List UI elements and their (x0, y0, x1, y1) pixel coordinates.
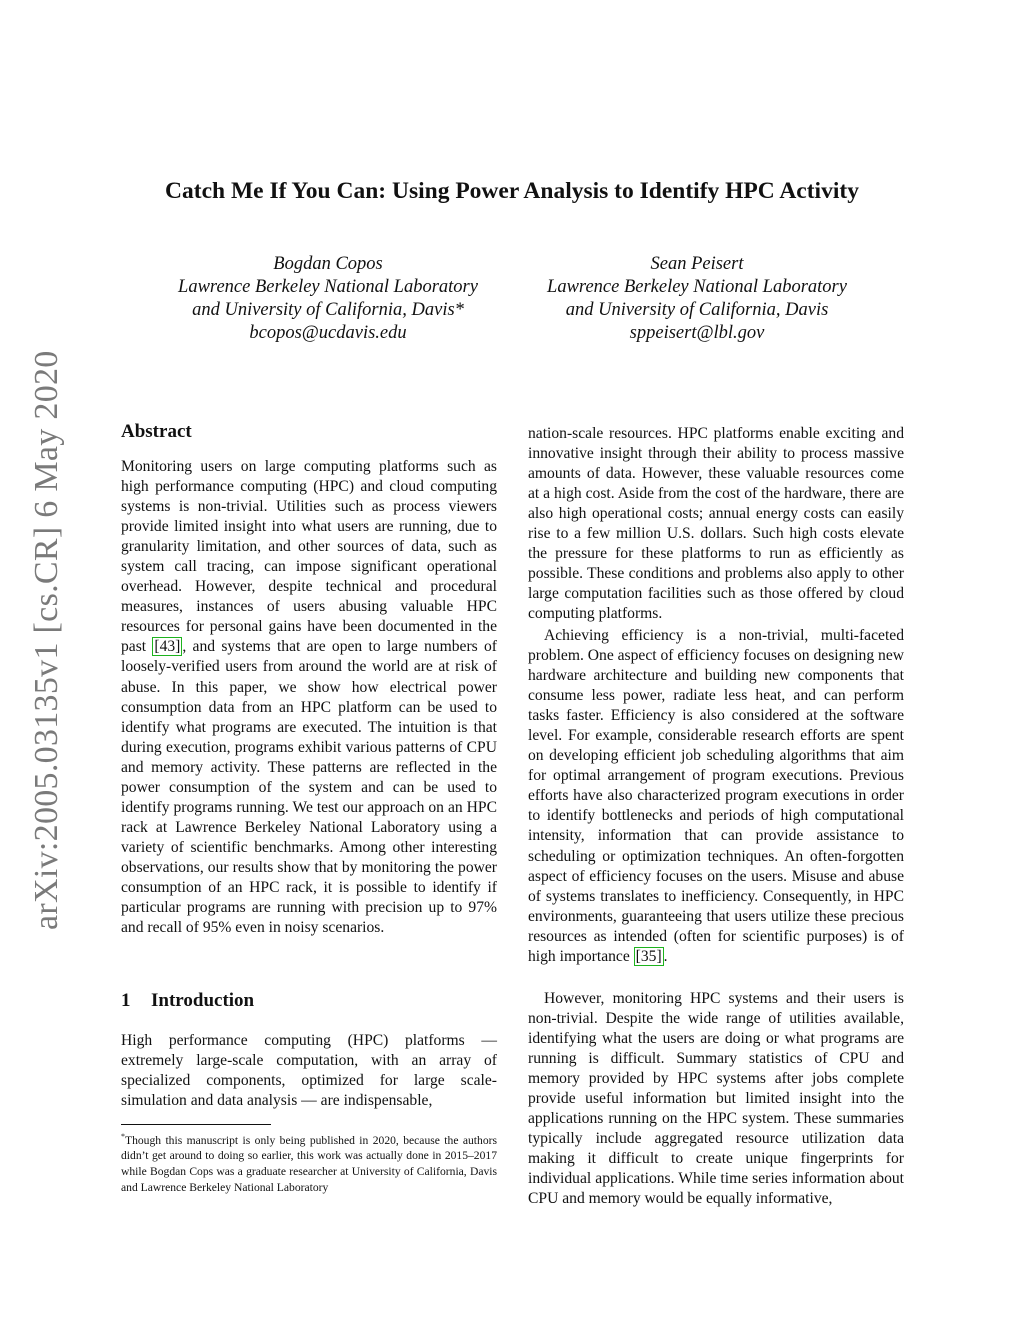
section-number: 1 (121, 990, 131, 1011)
author-name: Bogdan Copos (273, 254, 383, 274)
author-email: bcopos@ucdavis.edu (249, 323, 407, 343)
footnote-text: Though this manuscript is only being published in 2020, because the authors didn’t get around to doing so earlier, this work was actually done in 2015–2017 while Bogdan Cops was a graduate researcher at University of California, Davis and Lawrence Berkeley National Laboratory (121, 1133, 497, 1194)
introduction-left-text: High performance computing (HPC) platforms — extremely large-scale computation, with an array of specialized components, optimized for large scale-simulation and data analysis — are indispensable, (121, 1032, 497, 1110)
paragraph: nation-scale resources. HPC platforms enable exciting and innovative insight through their ability to process massive amounts of data. However, these valuable resources come at a high cost. Aside from the cost of the hardware, there are also high operational costs; annual energy costs can easily rise to a few million U.S. dollars. Such high costs elevate the pressure for these platforms to run as efficiently as possible. These conditions and problems also apply to other large computation facilities such as those offered by cloud computing platforms. (528, 425, 904, 623)
author-email: sppeisert@lbl.gov (629, 323, 765, 343)
author-affiliation: Lawrence Berkeley National Laboratory (178, 277, 478, 297)
abstract-heading: Abstract (121, 421, 192, 442)
author-affiliation: Lawrence Berkeley National Laboratory (547, 277, 847, 297)
author-block-1 (148, 253, 508, 345)
author-name: Sean Peisert (650, 254, 744, 274)
section-title: Introduction (151, 990, 255, 1011)
author-affiliation: and University of California, Davis (565, 300, 829, 320)
paragraph: However, monitoring HPC systems and their users is non-trivial. Despite the wide range of utilities available, identifying what the users are doing or what programs are running is difficult. Summary statistics of CPU and memory provided by HPC systems after jobs complete provide useful information but limited insight into the applications running on the HPC system. These summaries typically include aggregated resource utilization data making it difficult to create unique fingerprints for individual applications. While time series information about CPU and memory would be equally informative, (528, 990, 904, 1208)
abstract-text: Monitoring users on large computing platforms such as high performance computing (HPC) and cloud computing systems is non-trivial. Utilities such as process viewers provide limited insight into what users are running, due to granularity limitation, and other sources of data, such as system call tracing, can impose significant operational overhead. However, despite technical and procedural measures, instances of users abusing valuable HPC resources for personal gains have been documented in the past [43] , and systems that are open to large numbers of loosely-verified users from around the world are at risk of abuse. In this paper, we show how electrical power consumption data from an HPC platform can be used to identify what programs are executed. The intuition is that during execution, programs exhibit various patterns of CPU and memory activity. These patterns are reflected in the power consumption of the system and can be used to identify programs running. We test our approach on an HPC rack at Lawrence Berkeley National Laboratory using a variety of scientific benchmarks. Among other interesting observations, our results show that by monitoring the power consumption of an HPC rack, it is possible to identify if particular programs are running with precision up to 97% and recall of 95% even in noisy scenarios. (121, 458, 497, 937)
arxiv-identifier-stamp: arXiv:2005.03135v1 [cs.CR] 6 May 2020 (28, 350, 65, 930)
right-column (528, 0, 904, 1325)
footnote-mark: * (121, 1132, 125, 1141)
paper-title: Catch Me If You Can: Using Power Analysis to Identify HPC Activity (165, 178, 859, 204)
citation-link[interactable]: [35] (635, 947, 662, 965)
citation-link[interactable]: [43] (154, 638, 181, 656)
paragraph: Achieving efficiency is a non-trivial, multi-faceted problem. One aspect of efficiency focuses on designing new hardware architecture and building new components that consume less power, radiate less heat, and can perform tasks faster. Efficiency is also considered at the software level. For example, considerable research efforts are spent on developing efficient job scheduling algorithms that aim for optimal arrangement of program executions. Previous efforts have also characterized program executions in order to identify bottlenecks and periods of high computational intensity, information that can provide assistance to scheduling or optimization techniques. An often-forgotten aspect of efficiency focuses on the users. Misuse and abuse of systems translates to inefficiency. Consequently, in HPC environments, guaranteeing that users utilize these precious resources as intended (often for scientific purposes) is of high importance [35] . (528, 627, 905, 965)
author-affiliation: and University of California, Davis* (192, 300, 464, 320)
introduction-heading (121, 990, 254, 1012)
footnote-divider (121, 1124, 271, 1125)
footnote (121, 1129, 497, 1195)
